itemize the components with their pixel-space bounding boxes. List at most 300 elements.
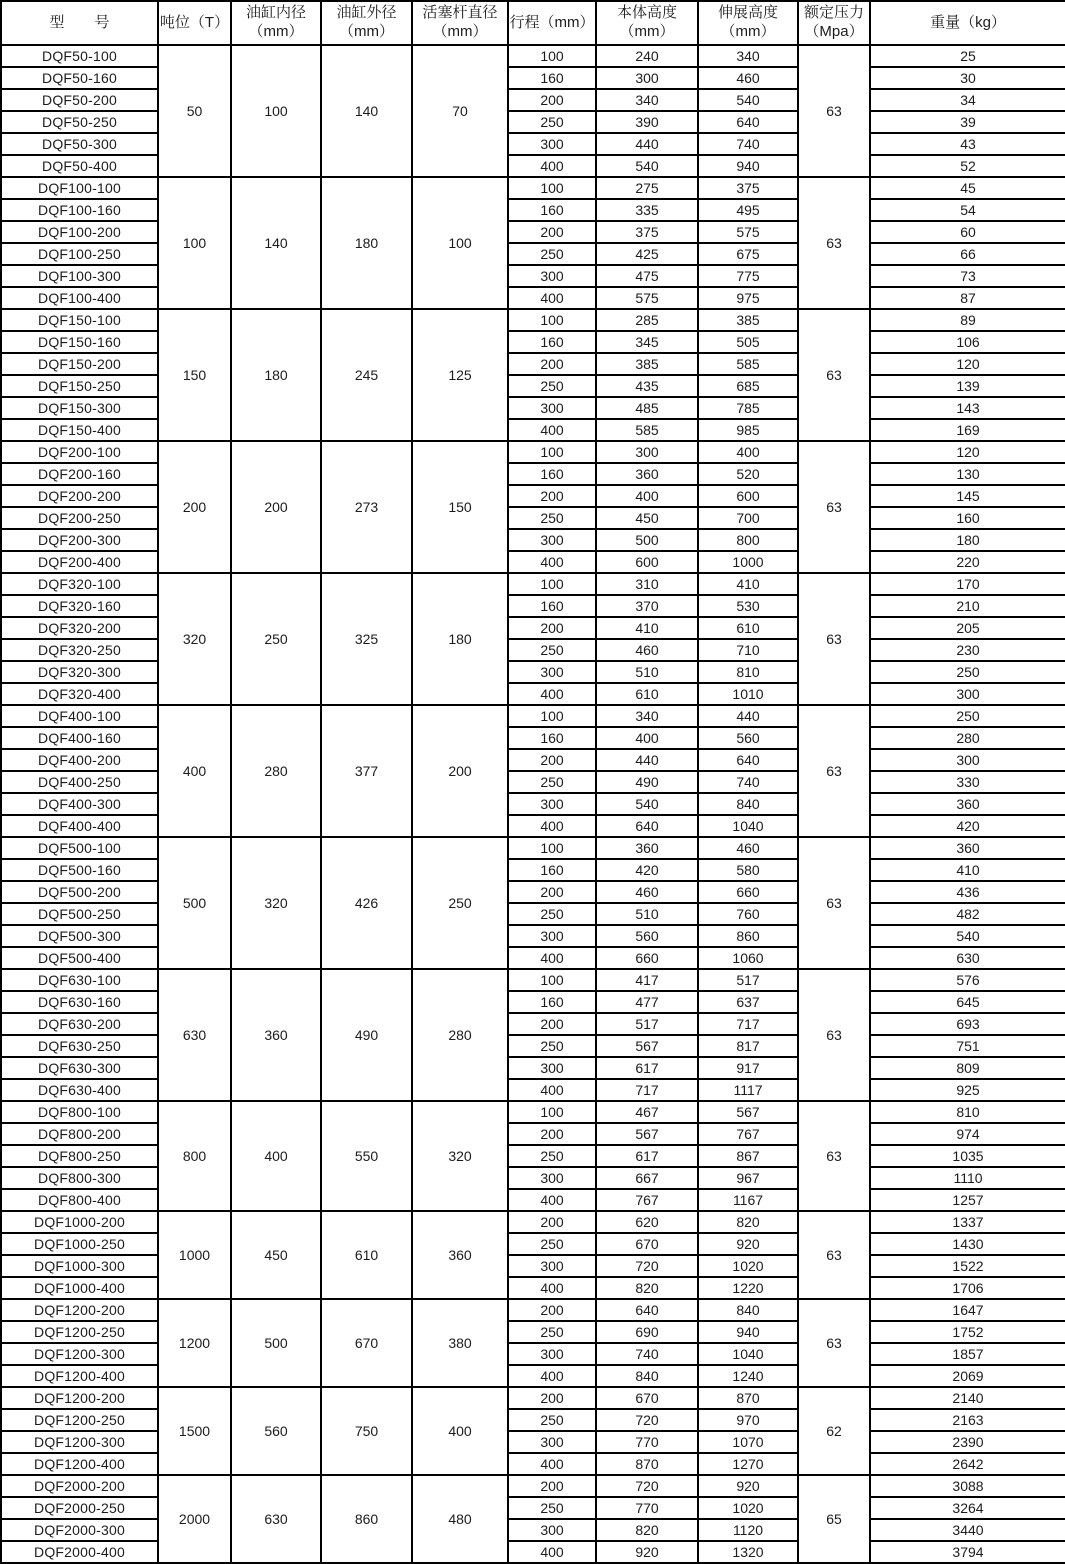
extended-height-cell: 1320 xyxy=(698,1541,798,1563)
stroke-cell: 160 xyxy=(508,199,596,221)
stroke-cell: 100 xyxy=(508,573,596,595)
tonnage-cell: 200 xyxy=(158,441,231,573)
stroke-cell: 400 xyxy=(508,551,596,573)
extended-height-cell: 495 xyxy=(698,199,798,221)
table-row xyxy=(1,705,1065,727)
model-cell: DQF100-400 xyxy=(1,287,158,309)
stroke-cell: 300 xyxy=(508,1167,596,1189)
body-height-cell: 610 xyxy=(596,683,698,705)
body-height-cell: 620 xyxy=(596,1211,698,1233)
table-row xyxy=(1,837,1065,859)
weight-cell: 330 xyxy=(870,771,1065,793)
body-height-cell: 340 xyxy=(596,705,698,727)
body-height-cell: 435 xyxy=(596,375,698,397)
model-cell: DQF1000-250 xyxy=(1,1233,158,1255)
tonnage-cell: 800 xyxy=(158,1101,231,1211)
bore-diameter-cell: 180 xyxy=(231,309,321,441)
stroke-cell: 400 xyxy=(508,683,596,705)
extended-height-cell: 585 xyxy=(698,353,798,375)
weight-cell: 810 xyxy=(870,1101,1065,1123)
stroke-cell: 300 xyxy=(508,1057,596,1079)
model-cell: DQF500-200 xyxy=(1,881,158,903)
stroke-cell: 400 xyxy=(508,1453,596,1475)
extended-height-cell: 1040 xyxy=(698,1343,798,1365)
extended-height-cell: 940 xyxy=(698,1321,798,1343)
stroke-cell: 250 xyxy=(508,507,596,529)
rod-diameter-cell: 150 xyxy=(412,441,508,573)
body-height-cell: 400 xyxy=(596,485,698,507)
stroke-cell: 250 xyxy=(508,1035,596,1057)
stroke-cell: 400 xyxy=(508,1079,596,1101)
model-cell: DQF630-200 xyxy=(1,1013,158,1035)
weight-cell: 160 xyxy=(870,507,1065,529)
model-cell: DQF500-400 xyxy=(1,947,158,969)
body-height-cell: 770 xyxy=(596,1431,698,1453)
model-cell: DQF2000-300 xyxy=(1,1519,158,1541)
table-row xyxy=(1,573,1065,595)
stroke-cell: 100 xyxy=(508,441,596,463)
stroke-cell: 250 xyxy=(508,375,596,397)
body-height-cell: 300 xyxy=(596,441,698,463)
stroke-cell: 250 xyxy=(508,1497,596,1519)
weight-cell: 45 xyxy=(870,177,1065,199)
weight-cell: 180 xyxy=(870,529,1065,551)
weight-cell: 1522 xyxy=(870,1255,1065,1277)
rod-diameter-cell: 100 xyxy=(412,177,508,309)
weight-cell: 54 xyxy=(870,199,1065,221)
extended-height-cell: 1060 xyxy=(698,947,798,969)
weight-cell: 43 xyxy=(870,133,1065,155)
weight-cell: 2163 xyxy=(870,1409,1065,1431)
weight-cell: 1035 xyxy=(870,1145,1065,1167)
column-header-line1: 额定压力 xyxy=(803,4,864,22)
stroke-cell: 160 xyxy=(508,67,596,89)
weight-cell: 143 xyxy=(870,397,1065,419)
model-cell: DQF500-300 xyxy=(1,925,158,947)
weight-cell: 2069 xyxy=(870,1365,1065,1387)
weight-cell: 3088 xyxy=(870,1475,1065,1497)
extended-height-cell: 530 xyxy=(698,595,798,617)
weight-cell: 145 xyxy=(870,485,1065,507)
spec-table-body xyxy=(1,45,1065,1563)
stroke-cell: 250 xyxy=(508,1233,596,1255)
model-cell: DQF400-250 xyxy=(1,771,158,793)
outer-diameter-cell: 426 xyxy=(321,837,412,969)
extended-height-cell: 840 xyxy=(698,1299,798,1321)
pressure-cell: 63 xyxy=(798,1299,870,1387)
extended-height-cell: 560 xyxy=(698,727,798,749)
column-header-line1: 本体高度 xyxy=(616,4,677,22)
column-header-line1: 油缸内径 xyxy=(245,4,306,22)
body-height-cell: 340 xyxy=(596,89,698,111)
stroke-cell: 100 xyxy=(508,1101,596,1123)
extended-height-cell: 385 xyxy=(698,309,798,331)
pressure-cell: 63 xyxy=(798,573,870,705)
outer-diameter-cell: 860 xyxy=(321,1475,412,1563)
tonnage-cell: 320 xyxy=(158,573,231,705)
extended-height-cell: 760 xyxy=(698,903,798,925)
tonnage-cell: 150 xyxy=(158,309,231,441)
stroke-cell: 250 xyxy=(508,903,596,925)
pressure-cell: 63 xyxy=(798,1211,870,1299)
model-cell: DQF1200-400 xyxy=(1,1453,158,1475)
extended-height-cell: 1010 xyxy=(698,683,798,705)
column-header-line1: 重量（kg） xyxy=(930,13,1006,31)
stroke-cell: 400 xyxy=(508,1189,596,1211)
column-header xyxy=(596,1,698,45)
extended-height-cell: 1020 xyxy=(698,1255,798,1277)
extended-height-cell: 1117 xyxy=(698,1079,798,1101)
extended-height-cell: 700 xyxy=(698,507,798,529)
stroke-cell: 200 xyxy=(508,1123,596,1145)
rod-diameter-cell: 380 xyxy=(412,1299,508,1387)
model-cell: DQF1200-300 xyxy=(1,1431,158,1453)
model-cell: DQF200-160 xyxy=(1,463,158,485)
extended-height-cell: 775 xyxy=(698,265,798,287)
model-cell: DQF400-400 xyxy=(1,815,158,837)
column-header-line1: 行程（mm） xyxy=(509,13,595,31)
table-row xyxy=(1,1387,1065,1409)
stroke-cell: 400 xyxy=(508,155,596,177)
body-height-cell: 560 xyxy=(596,925,698,947)
body-height-cell: 820 xyxy=(596,1519,698,1541)
model-cell: DQF150-100 xyxy=(1,309,158,331)
bore-diameter-cell: 100 xyxy=(231,45,321,177)
extended-height-cell: 580 xyxy=(698,859,798,881)
outer-diameter-cell: 750 xyxy=(321,1387,412,1475)
stroke-cell: 300 xyxy=(508,925,596,947)
model-cell: DQF150-200 xyxy=(1,353,158,375)
body-height-cell: 670 xyxy=(596,1387,698,1409)
extended-height-cell: 610 xyxy=(698,617,798,639)
extended-height-cell: 640 xyxy=(698,749,798,771)
stroke-cell: 200 xyxy=(508,1211,596,1233)
stroke-cell: 160 xyxy=(508,727,596,749)
extended-height-cell: 640 xyxy=(698,111,798,133)
model-cell: DQF1200-250 xyxy=(1,1409,158,1431)
outer-diameter-cell: 550 xyxy=(321,1101,412,1211)
body-height-cell: 510 xyxy=(596,903,698,925)
bore-diameter-cell: 400 xyxy=(231,1101,321,1211)
rod-diameter-cell: 320 xyxy=(412,1101,508,1211)
stroke-cell: 300 xyxy=(508,1519,596,1541)
table-row xyxy=(1,441,1065,463)
tonnage-cell: 2000 xyxy=(158,1475,231,1563)
model-cell: DQF630-250 xyxy=(1,1035,158,1057)
column-header-line1: 伸展高度 xyxy=(717,4,778,22)
column-header-line2: （mm） xyxy=(720,23,776,40)
stroke-cell: 200 xyxy=(508,89,596,111)
body-height-cell: 410 xyxy=(596,617,698,639)
tonnage-cell: 1500 xyxy=(158,1387,231,1475)
model-cell: DQF800-200 xyxy=(1,1123,158,1145)
body-height-cell: 720 xyxy=(596,1409,698,1431)
rod-diameter-cell: 200 xyxy=(412,705,508,837)
extended-height-cell: 517 xyxy=(698,969,798,991)
pressure-cell: 65 xyxy=(798,1475,870,1563)
stroke-cell: 200 xyxy=(508,221,596,243)
weight-cell: 250 xyxy=(870,661,1065,683)
weight-cell: 170 xyxy=(870,573,1065,595)
column-header xyxy=(321,1,412,45)
stroke-cell: 400 xyxy=(508,1365,596,1387)
bore-diameter-cell: 140 xyxy=(231,177,321,309)
extended-height-cell: 800 xyxy=(698,529,798,551)
extended-height-cell: 505 xyxy=(698,331,798,353)
bore-diameter-cell: 320 xyxy=(231,837,321,969)
weight-cell: 1647 xyxy=(870,1299,1065,1321)
body-height-cell: 640 xyxy=(596,815,698,837)
body-height-cell: 717 xyxy=(596,1079,698,1101)
table-row xyxy=(1,177,1065,199)
weight-cell: 1337 xyxy=(870,1211,1065,1233)
extended-height-cell: 1167 xyxy=(698,1189,798,1211)
weight-cell: 2140 xyxy=(870,1387,1065,1409)
weight-cell: 169 xyxy=(870,419,1065,441)
bore-diameter-cell: 560 xyxy=(231,1387,321,1475)
weight-cell: 809 xyxy=(870,1057,1065,1079)
bore-diameter-cell: 250 xyxy=(231,573,321,705)
extended-height-cell: 860 xyxy=(698,925,798,947)
model-cell: DQF1200-200 xyxy=(1,1299,158,1321)
outer-diameter-cell: 610 xyxy=(321,1211,412,1299)
model-cell: DQF1200-400 xyxy=(1,1365,158,1387)
column-header-line1: 型 号 xyxy=(49,13,110,31)
body-height-cell: 440 xyxy=(596,133,698,155)
body-height-cell: 300 xyxy=(596,67,698,89)
table-row xyxy=(1,45,1065,67)
body-height-cell: 840 xyxy=(596,1365,698,1387)
stroke-cell: 400 xyxy=(508,419,596,441)
header-row xyxy=(1,1,1065,45)
body-height-cell: 400 xyxy=(596,727,698,749)
model-cell: DQF1000-400 xyxy=(1,1277,158,1299)
model-cell: DQF2000-250 xyxy=(1,1497,158,1519)
body-height-cell: 820 xyxy=(596,1277,698,1299)
column-header xyxy=(412,1,508,45)
column-header-line2: （Mpa） xyxy=(804,23,864,40)
model-cell: DQF1000-200 xyxy=(1,1211,158,1233)
stroke-cell: 100 xyxy=(508,837,596,859)
weight-cell: 974 xyxy=(870,1123,1065,1145)
model-cell: DQF500-250 xyxy=(1,903,158,925)
weight-cell: 25 xyxy=(870,45,1065,67)
extended-height-cell: 1020 xyxy=(698,1497,798,1519)
body-height-cell: 660 xyxy=(596,947,698,969)
model-cell: DQF1200-250 xyxy=(1,1321,158,1343)
body-height-cell: 285 xyxy=(596,309,698,331)
column-header xyxy=(1,1,158,45)
weight-cell: 645 xyxy=(870,991,1065,1013)
model-cell: DQF50-250 xyxy=(1,111,158,133)
rod-diameter-cell: 70 xyxy=(412,45,508,177)
column-header-line2: （mm） xyxy=(432,23,488,40)
rod-diameter-cell: 125 xyxy=(412,309,508,441)
extended-height-cell: 1270 xyxy=(698,1453,798,1475)
stroke-cell: 300 xyxy=(508,793,596,815)
bore-diameter-cell: 280 xyxy=(231,705,321,837)
pressure-cell: 63 xyxy=(798,177,870,309)
weight-cell: 630 xyxy=(870,947,1065,969)
body-height-cell: 567 xyxy=(596,1035,698,1057)
weight-cell: 540 xyxy=(870,925,1065,947)
stroke-cell: 160 xyxy=(508,463,596,485)
weight-cell: 1706 xyxy=(870,1277,1065,1299)
extended-height-cell: 717 xyxy=(698,1013,798,1035)
model-cell: DQF150-400 xyxy=(1,419,158,441)
bore-diameter-cell: 200 xyxy=(231,441,321,573)
stroke-cell: 300 xyxy=(508,265,596,287)
weight-cell: 73 xyxy=(870,265,1065,287)
model-cell: DQF630-100 xyxy=(1,969,158,991)
stroke-cell: 100 xyxy=(508,309,596,331)
model-cell: DQF1200-300 xyxy=(1,1343,158,1365)
model-cell: DQF100-100 xyxy=(1,177,158,199)
pressure-cell: 63 xyxy=(798,969,870,1101)
stroke-cell: 160 xyxy=(508,331,596,353)
weight-cell: 360 xyxy=(870,837,1065,859)
stroke-cell: 400 xyxy=(508,287,596,309)
stroke-cell: 300 xyxy=(508,397,596,419)
body-height-cell: 617 xyxy=(596,1145,698,1167)
model-cell: DQF320-400 xyxy=(1,683,158,705)
extended-height-cell: 740 xyxy=(698,771,798,793)
column-header-line2: （mm） xyxy=(619,23,675,40)
bore-diameter-cell: 360 xyxy=(231,969,321,1101)
weight-cell: 139 xyxy=(870,375,1065,397)
model-cell: DQF500-100 xyxy=(1,837,158,859)
model-cell: DQF50-400 xyxy=(1,155,158,177)
stroke-cell: 200 xyxy=(508,353,596,375)
stroke-cell: 400 xyxy=(508,947,596,969)
pressure-cell: 63 xyxy=(798,1101,870,1211)
body-height-cell: 617 xyxy=(596,1057,698,1079)
extended-height-cell: 970 xyxy=(698,1409,798,1431)
stroke-cell: 100 xyxy=(508,969,596,991)
weight-cell: 106 xyxy=(870,331,1065,353)
extended-height-cell: 1240 xyxy=(698,1365,798,1387)
body-height-cell: 390 xyxy=(596,111,698,133)
model-cell: DQF2000-200 xyxy=(1,1475,158,1497)
body-height-cell: 417 xyxy=(596,969,698,991)
weight-cell: 751 xyxy=(870,1035,1065,1057)
model-cell: DQF320-100 xyxy=(1,573,158,595)
pressure-cell: 63 xyxy=(798,309,870,441)
rod-diameter-cell: 250 xyxy=(412,837,508,969)
weight-cell: 230 xyxy=(870,639,1065,661)
stroke-cell: 200 xyxy=(508,1387,596,1409)
weight-cell: 120 xyxy=(870,353,1065,375)
model-cell: DQF100-300 xyxy=(1,265,158,287)
stroke-cell: 100 xyxy=(508,45,596,67)
model-cell: DQF200-300 xyxy=(1,529,158,551)
body-height-cell: 335 xyxy=(596,199,698,221)
extended-height-cell: 460 xyxy=(698,67,798,89)
body-height-cell: 690 xyxy=(596,1321,698,1343)
pressure-cell: 62 xyxy=(798,1387,870,1475)
weight-cell: 925 xyxy=(870,1079,1065,1101)
weight-cell: 34 xyxy=(870,89,1065,111)
stroke-cell: 200 xyxy=(508,617,596,639)
column-header xyxy=(158,1,231,45)
extended-height-cell: 840 xyxy=(698,793,798,815)
weight-cell: 66 xyxy=(870,243,1065,265)
body-height-cell: 385 xyxy=(596,353,698,375)
stroke-cell: 250 xyxy=(508,111,596,133)
tonnage-cell: 500 xyxy=(158,837,231,969)
stroke-cell: 160 xyxy=(508,595,596,617)
model-cell: DQF200-400 xyxy=(1,551,158,573)
body-height-cell: 467 xyxy=(596,1101,698,1123)
body-height-cell: 275 xyxy=(596,177,698,199)
body-height-cell: 460 xyxy=(596,639,698,661)
weight-cell: 410 xyxy=(870,859,1065,881)
model-cell: DQF320-200 xyxy=(1,617,158,639)
column-header-line1: 活塞杆直径 xyxy=(422,4,498,22)
body-height-cell: 770 xyxy=(596,1497,698,1519)
body-height-cell: 920 xyxy=(596,1541,698,1563)
column-header-line1: 油缸外径 xyxy=(336,4,397,22)
pressure-cell: 63 xyxy=(798,45,870,177)
stroke-cell: 250 xyxy=(508,1145,596,1167)
weight-cell: 2642 xyxy=(870,1453,1065,1475)
column-header xyxy=(231,1,321,45)
body-height-cell: 375 xyxy=(596,221,698,243)
body-height-cell: 490 xyxy=(596,771,698,793)
extended-height-cell: 967 xyxy=(698,1167,798,1189)
body-height-cell: 640 xyxy=(596,1299,698,1321)
stroke-cell: 250 xyxy=(508,1321,596,1343)
extended-height-cell: 917 xyxy=(698,1057,798,1079)
model-cell: DQF400-200 xyxy=(1,749,158,771)
model-cell: DQF320-160 xyxy=(1,595,158,617)
model-cell: DQF50-100 xyxy=(1,45,158,67)
weight-cell: 576 xyxy=(870,969,1065,991)
extended-height-cell: 440 xyxy=(698,705,798,727)
model-cell: DQF100-250 xyxy=(1,243,158,265)
model-cell: DQF320-300 xyxy=(1,661,158,683)
stroke-cell: 400 xyxy=(508,1277,596,1299)
table-row xyxy=(1,969,1065,991)
rod-diameter-cell: 400 xyxy=(412,1387,508,1475)
outer-diameter-cell: 490 xyxy=(321,969,412,1101)
body-height-cell: 670 xyxy=(596,1233,698,1255)
weight-cell: 300 xyxy=(870,683,1065,705)
weight-cell: 360 xyxy=(870,793,1065,815)
outer-diameter-cell: 325 xyxy=(321,573,412,705)
extended-height-cell: 975 xyxy=(698,287,798,309)
body-height-cell: 510 xyxy=(596,661,698,683)
body-height-cell: 477 xyxy=(596,991,698,1013)
body-height-cell: 600 xyxy=(596,551,698,573)
body-height-cell: 345 xyxy=(596,331,698,353)
model-cell: DQF200-100 xyxy=(1,441,158,463)
extended-height-cell: 820 xyxy=(698,1211,798,1233)
stroke-cell: 200 xyxy=(508,1013,596,1035)
stroke-cell: 300 xyxy=(508,1431,596,1453)
body-height-cell: 460 xyxy=(596,881,698,903)
stroke-cell: 250 xyxy=(508,243,596,265)
pressure-cell: 63 xyxy=(798,705,870,837)
extended-height-cell: 710 xyxy=(698,639,798,661)
stroke-cell: 250 xyxy=(508,1409,596,1431)
extended-height-cell: 410 xyxy=(698,573,798,595)
body-height-cell: 517 xyxy=(596,1013,698,1035)
body-height-cell: 485 xyxy=(596,397,698,419)
extended-height-cell: 810 xyxy=(698,661,798,683)
extended-height-cell: 375 xyxy=(698,177,798,199)
body-height-cell: 360 xyxy=(596,463,698,485)
